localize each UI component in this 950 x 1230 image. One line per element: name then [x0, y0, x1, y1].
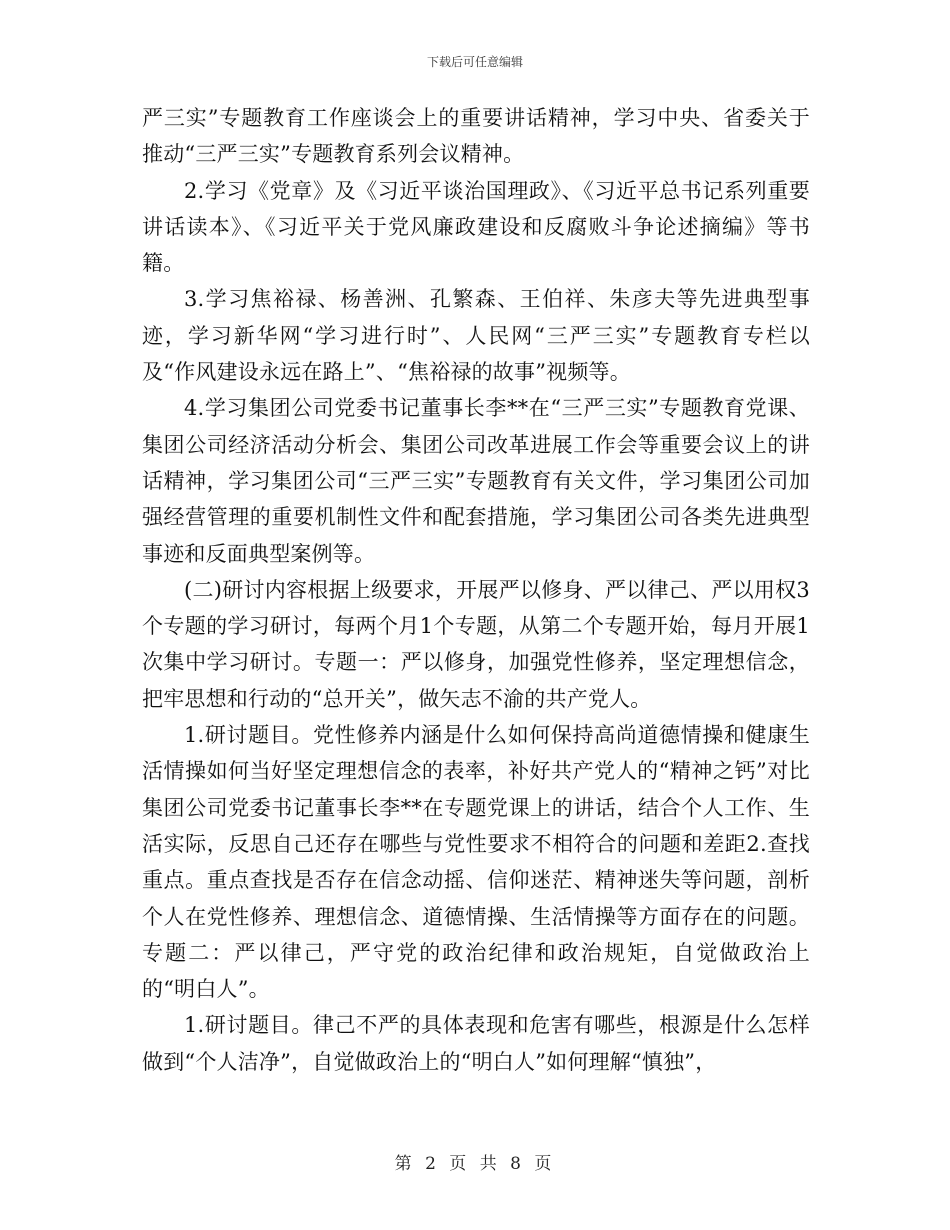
paragraph-7: 1.研讨题目。律己不严的具体表现和危害有哪些，根源是什么怎样做到“个人洁净”，自觉做政治上的“明白人”如何理解“慎独”， — [142, 1013, 810, 1074]
document-body — [142, 100, 810, 1080]
paragraph-6: 1.研讨题目。党性修养内涵是什么如何保持高尚道德情操和健康生活情操如何当好坚定理想信念的表率，补好共产党人的“精神之钙”对比集团公司党委书记董事长李**在专题党课上的讲话，结合个人工作、生活实际，反思自己还存在哪些与党性要求不相符合的问题和差距2.查找重点。重点查找是否存在信念动摇、信仰迷茫、精神迷失等问题，剖析个人在党性修养、理想信念、道德情操、生活情操等方面存在的问题。专题二：严以律己，严守党的政治纪律和政治规矩，自觉做政治上的“明白人”。 — [142, 723, 810, 1002]
paragraph-2: 2.学习《党章》及《习近平谈治国理政》、《习近平总书记系列重要讲话读本》、《习近平关于党风廉政建设和反腐败斗争论述摘编》等书籍。 — [142, 178, 810, 276]
paragraph-4: 4.学习集团公司党委书记董事长李**在“三严三实”专题教育党课、集团公司经济活动分析会、集团公司改革进展工作会等重要会议上的讲话精神，学习集团公司“三严三实”专题教育有关文件，学习集团公司加强经营管理的重要机制性文件和配套措施，学习集团公司各类先进典型事迹和反面典型案例等。 — [142, 396, 810, 566]
page-header: 下载后可任意编辑 — [426, 55, 523, 69]
page-footer: 第 2 页 共 8 页 — [394, 1154, 556, 1174]
paragraph-5: (二)研讨内容根据上级要求，开展严以修身、严以律己、严以用权3个专题的学习研讨，每两个月1个专题，从第二个专题开始，每月开展1次集中学习研讨。专题一：严以修身，加强党性修养，坚定理想信念，把牢思想和行动的“总开关”，做矢志不渝的共产党人。 — [142, 577, 810, 711]
paragraph-3: 3.学习焦裕禄、杨善洲、孔繁森、王伯祥、朱彦夫等先进典型事迹，学习新华网“学习进行时”、人民网“三严三实”专题教育专栏以及“作风建设永远在路上”、“焦裕禄的故事”视频等。 — [142, 287, 810, 385]
paragraph-1: 严三实”专题教育工作座谈会上的重要讲话精神，学习中央、省委关于推动“三严三实”专题教育系列会议精神。 — [142, 106, 810, 167]
